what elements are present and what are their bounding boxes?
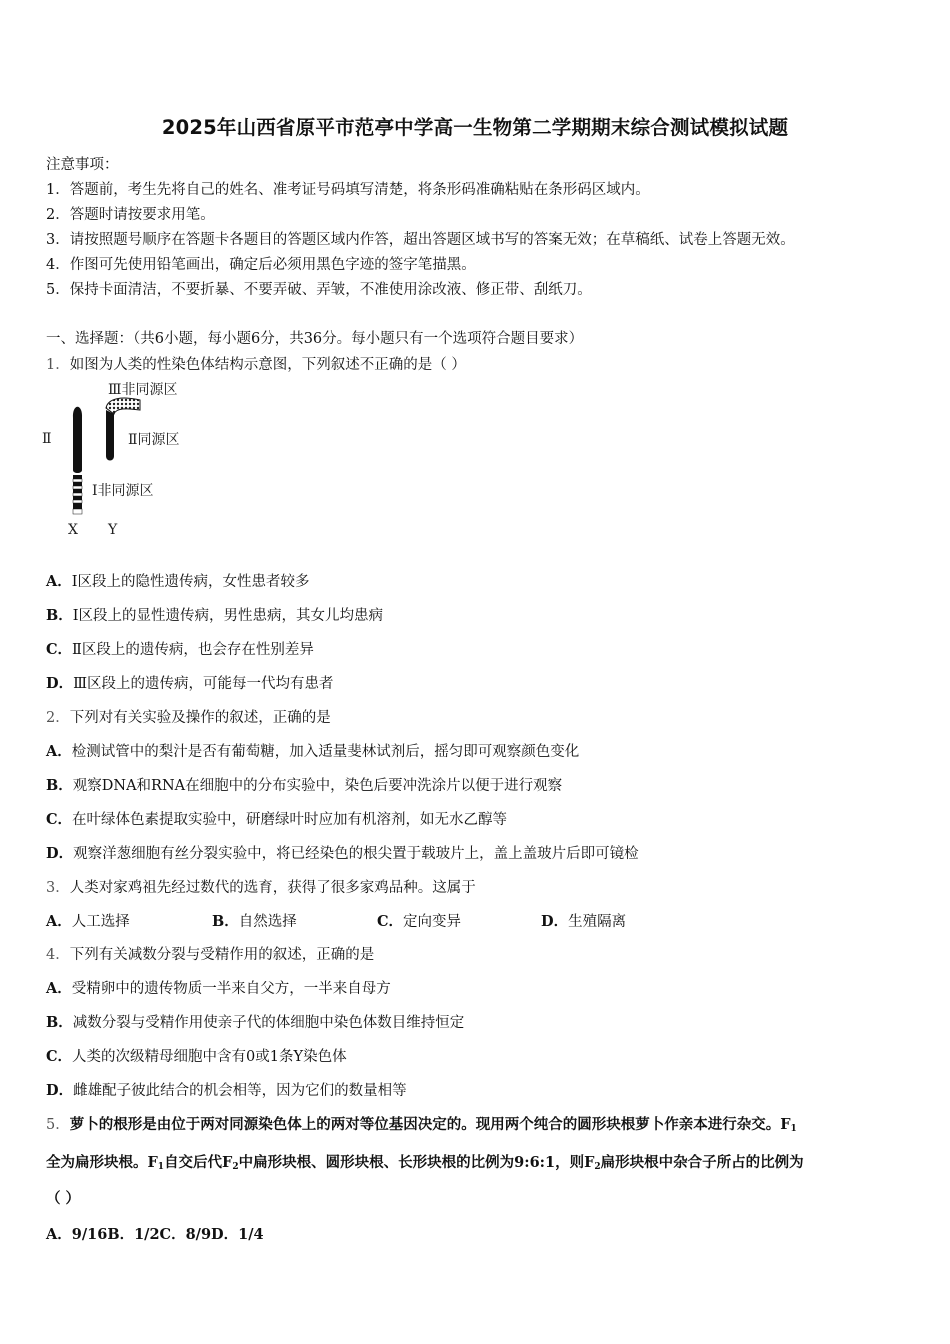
option-text: 生殖隔离 (568, 914, 627, 930)
option-text: 定向变异 (403, 914, 462, 930)
subscript: 2 (232, 1162, 239, 1172)
x-chromosome-striped-region (73, 475, 82, 514)
option-text: 检测试管中的梨汁是否有葡萄糖，加入适量斐林试剂后，摇匀即可观察颜色变化 (71, 744, 580, 760)
question-number: 5． (46, 1117, 70, 1133)
option-label: A． (46, 743, 72, 760)
q1-option-a (46, 570, 310, 591)
question-4-stem (46, 943, 374, 964)
option-label: D． (46, 845, 74, 862)
figure-label-iii: Ⅲ非同源区 (108, 382, 178, 398)
figure-label-i: Ⅰ非同源区 (92, 483, 154, 499)
section-heading: 一、选择题：（共6小题，每小题6分，共36分。每小题只有一个选项符合题目要求） (46, 331, 584, 347)
option-text: 受精卵中的遗传物质一半来自父方，一半来自母方 (71, 981, 391, 997)
notice-item-3: 3．请按照题号顺序在答题卡各题目的答题区域内作答，超出答题区域书写的答案无效；在草稿纸、试卷上答题无效。 (46, 232, 795, 248)
subscript: 2 (594, 1162, 601, 1172)
question-1-stem (46, 353, 466, 374)
q3-options-row (46, 910, 906, 930)
q4-option-c (46, 1045, 347, 1066)
option-text: I区段上的显性遗传病，男性患病，其女儿均患病 (72, 608, 383, 624)
question-text: 如图为人类的性染色体结构示意图，下列叙述不正确的是（ ） (69, 357, 466, 373)
y-chromosome-body (106, 410, 114, 461)
option-text: 人类的次级精母细胞中含有0或1条Y染色体 (72, 1049, 347, 1065)
figure-label-x: X (68, 522, 78, 538)
question-number: 1． (46, 357, 70, 373)
notice-item-5: 5．保持卡面清洁，不要折暴、不要弄破、弄皱，不准使用涂改液、修正带、刮纸刀。 (46, 282, 592, 298)
question-number: 3． (46, 880, 70, 896)
option-text: 在叶绿体色素提取实验中，研磨绿叶时应加有机溶剂，如无水乙醇等 (72, 812, 508, 828)
notice-item-4: 4．作图可先使用铅笔画出，确定后必须用黑色字迹的签字笔描黑。 (46, 257, 476, 273)
option-text: Ⅰ区段上的隐性遗传病，女性患者较多 (71, 574, 310, 590)
q2-option-b (46, 774, 562, 795)
question-text: 萝卜的根形是由位于两对同源染色体上的两对等位基因决定的。现用两个纯合的圆形块根萝卜作亲本进行杂交。F (69, 1116, 791, 1133)
option-text: Ⅲ区段上的遗传病，可能每一代均有患者 (73, 676, 334, 692)
option-text: 自然选择 (238, 914, 297, 930)
question-text: 中扁形块根、圆形块根、长形块根的比例为9:6:1，则F (238, 1154, 595, 1171)
q2-option-d (46, 842, 639, 863)
q3-option-b (212, 910, 297, 931)
option-text: 观察洋葱细胞有丝分裂实验中，将已经染色的根尖置于载玻片上，盖上盖玻片后即可镜检 (73, 846, 639, 862)
figure-label-ii-left: Ⅱ (42, 431, 52, 447)
q4-option-b (46, 1011, 464, 1032)
question-text: 全为扁形块根。F (46, 1154, 158, 1171)
option-label: B． (46, 777, 73, 794)
figure-label-ii: Ⅱ同源区 (128, 432, 180, 448)
notice-item-1: 1．答题前，考生先将自己的姓名、准考证号码填写清楚，将条形码准确粘贴在条形码区域内。 (46, 182, 650, 198)
option-label: C． (46, 1048, 73, 1065)
chromosome-diagram (36, 378, 236, 543)
question-5-stem-line-1 (46, 1113, 797, 1134)
option-label: A． (46, 980, 72, 997)
question-5-stem-line-3: （ ） (46, 1190, 81, 1207)
sex-chromosome-figure (36, 378, 236, 543)
option-label: D． (541, 913, 569, 930)
q5-options: A．9/16B．1/2C．8/9D．1/4 (46, 1226, 264, 1243)
q3-option-d (541, 910, 626, 931)
option-text: 减数分裂与受精作用使亲子代的体细胞中染色体数目维持恒定 (72, 1015, 465, 1031)
option-label: B． (46, 607, 73, 624)
notice-item-2: 2．答题时请按要求用笔。 (46, 207, 215, 223)
question-text: 自交后代F (164, 1154, 233, 1171)
question-text: 下列对有关实验及操作的叙述，正确的是 (69, 710, 331, 726)
subscript: 1 (790, 1124, 797, 1134)
option-label: D． (46, 1082, 74, 1099)
question-text: 人类对家鸡祖先经过数代的选育，获得了很多家鸡品种。这属于 (69, 880, 476, 896)
question-2-stem (46, 706, 331, 727)
notice-heading: 注意事项： (46, 157, 119, 173)
question-5-stem-line-2 (46, 1151, 804, 1172)
question-text: 下列有关减数分裂与受精作用的叙述，正确的是 (69, 947, 375, 963)
y-chromosome-dotted-cap (106, 398, 140, 414)
option-label: C． (46, 641, 73, 658)
figure-label-y: Y (108, 522, 118, 538)
option-label: B． (212, 913, 239, 930)
q1-option-b (46, 604, 383, 625)
q1-option-d (46, 672, 334, 693)
question-number: 2． (46, 710, 70, 726)
option-label: A． (46, 913, 72, 930)
option-text: 人工选择 (71, 914, 130, 930)
question-text: 扁形块根中杂合子所占的比例为 (600, 1154, 804, 1171)
option-text: Ⅱ区段上的遗传病，也会存在性别差异 (72, 642, 314, 658)
page-title: 2025年山西省原平市范亭中学高一生物第二学期期末综合测试模拟试题 (161, 116, 789, 139)
option-label: C． (46, 811, 73, 828)
question-number: 4． (46, 947, 70, 963)
question-3-stem (46, 876, 476, 897)
option-label: C． (377, 913, 404, 930)
option-label: D． (46, 675, 74, 692)
q3-option-c (377, 910, 461, 931)
q2-option-c (46, 808, 507, 829)
q4-option-a (46, 977, 391, 998)
option-text: 雌雄配子彼此结合的机会相等，因为它们的数量相等 (73, 1083, 407, 1099)
option-text: 观察DNA和RNA在细胞中的分布实验中，染色后要冲洗涂片以便于进行观察 (72, 778, 563, 794)
subscript: 1 (157, 1162, 165, 1172)
x-chromosome-upper (73, 407, 82, 473)
q2-option-a (46, 740, 579, 761)
q1-option-c (46, 638, 314, 659)
option-label: A． (46, 573, 72, 590)
option-label: B． (46, 1014, 73, 1031)
q4-option-d (46, 1079, 407, 1100)
q3-option-a (46, 910, 130, 931)
